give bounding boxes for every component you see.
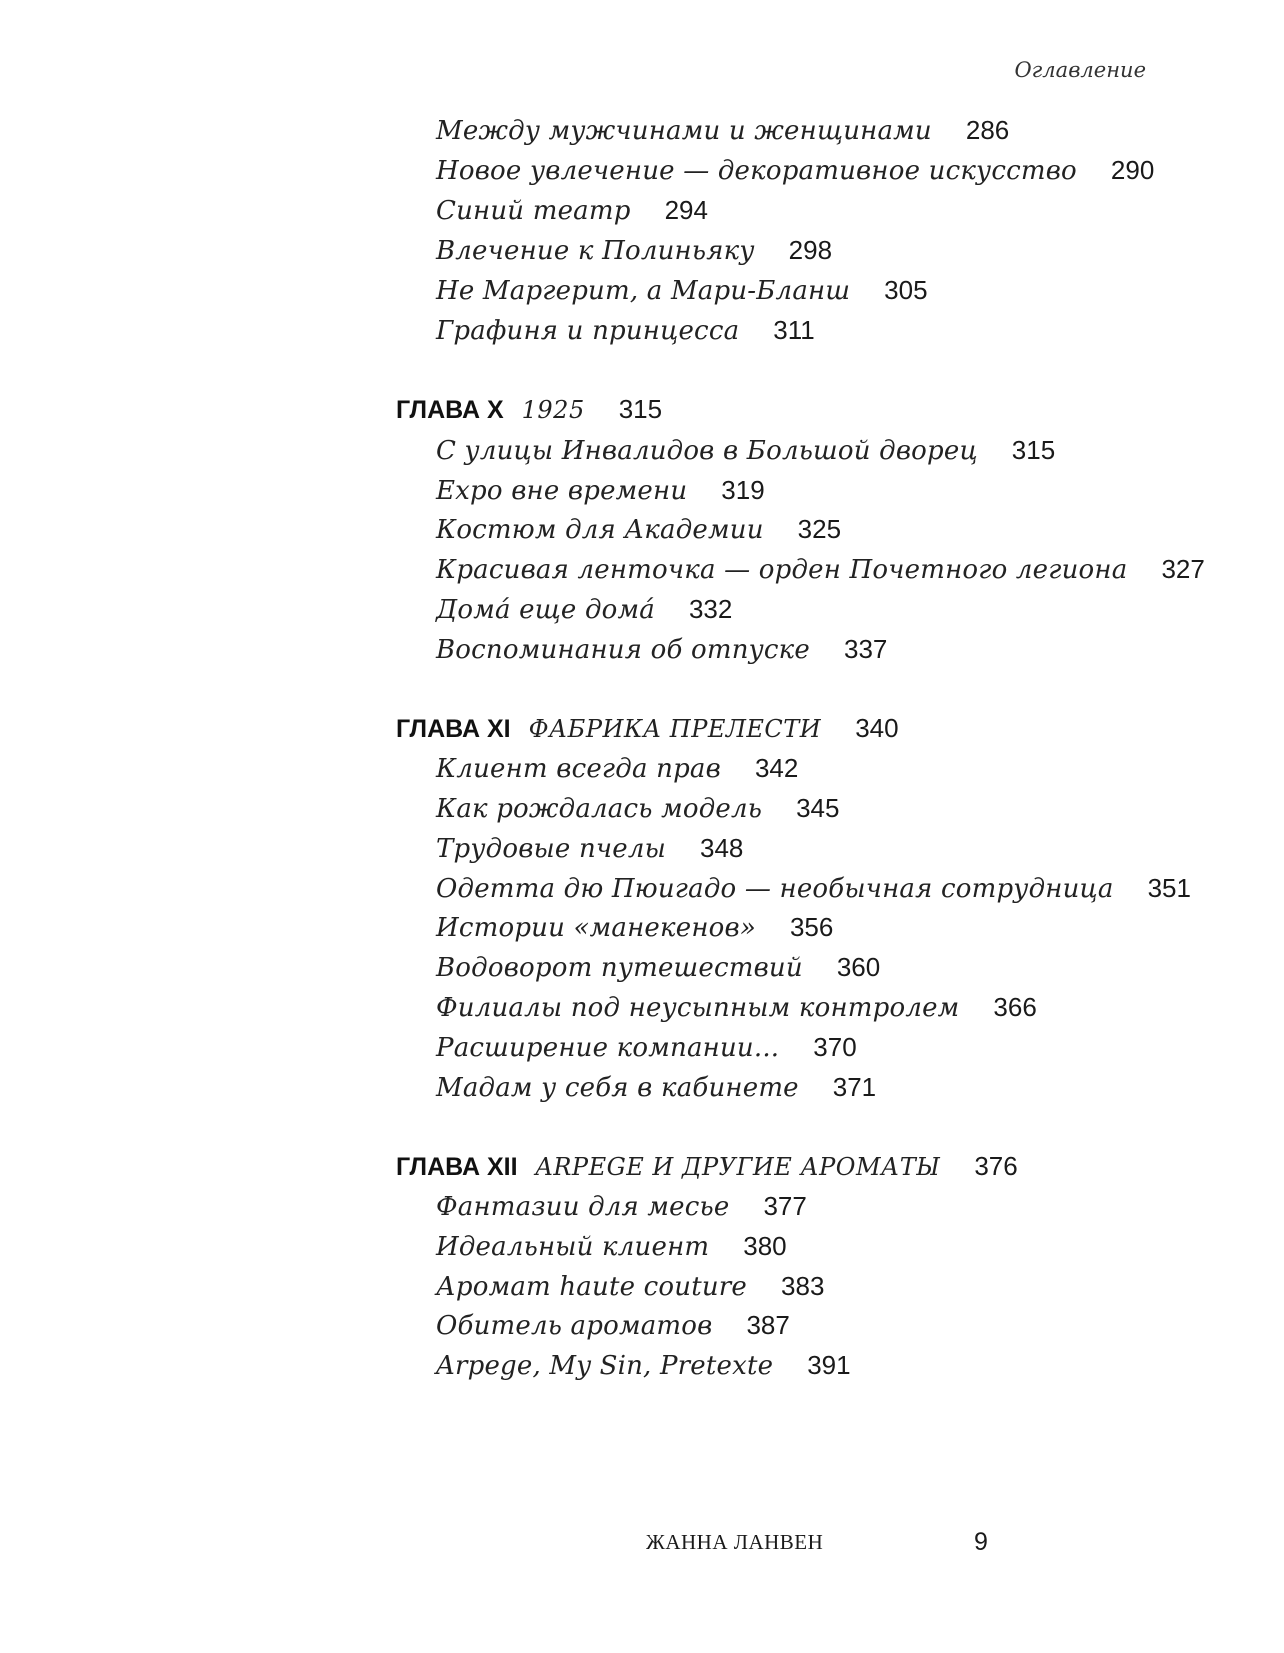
toc-item[interactable] xyxy=(436,277,928,304)
toc-item-page: 377 xyxy=(763,1191,807,1221)
toc-item-title: Как рождалась модель xyxy=(436,794,763,824)
toc-item-page: 290 xyxy=(1110,155,1155,185)
toc-item-title: Водоворот путешествий xyxy=(436,953,803,983)
toc-item-page: 391 xyxy=(807,1350,851,1380)
toc-item-page: 337 xyxy=(844,634,888,664)
toc-item[interactable] xyxy=(436,954,880,981)
toc-item-title: Новое увлечение — декоративное искусство xyxy=(436,156,1077,186)
toc-item-title: Идеальный клиент xyxy=(436,1232,710,1262)
toc-item[interactable] xyxy=(436,1034,857,1061)
toc-item[interactable] xyxy=(436,835,743,862)
toc-item-page: 311 xyxy=(773,315,815,345)
toc-item-title: Arpege, My Sin, Pretexte xyxy=(436,1351,774,1381)
toc-item-title: Филиалы под неусыпным контролем xyxy=(436,993,960,1023)
toc-item-page: 305 xyxy=(884,275,928,305)
toc-item[interactable] xyxy=(436,1193,807,1220)
toc-item-page: 366 xyxy=(993,992,1037,1022)
toc-item-title: Расширение компании... xyxy=(436,1033,780,1063)
toc-item-page: 345 xyxy=(796,793,840,823)
toc-item-title: Обитель ароматов xyxy=(436,1311,713,1341)
toc-item-page: 298 xyxy=(788,235,833,265)
chapter-heading-xi[interactable] xyxy=(396,715,899,742)
toc-item-page: 342 xyxy=(754,753,799,783)
toc-item[interactable] xyxy=(436,477,765,504)
chapter-label: ГЛАВА X xyxy=(396,396,504,424)
toc-item[interactable] xyxy=(436,437,1055,464)
toc-item[interactable] xyxy=(436,596,732,623)
toc-item[interactable] xyxy=(436,237,832,264)
toc-item[interactable] xyxy=(436,755,798,782)
toc-item[interactable] xyxy=(436,556,1205,583)
running-head-title: Оглавление xyxy=(1014,58,1146,82)
toc-item-title: Дома́ еще дома́ xyxy=(436,595,655,625)
toc-item[interactable] xyxy=(436,875,1191,902)
chapter-title: ARPEGE И ДРУГИЕ АРОМАТЫ xyxy=(535,1153,941,1181)
toc-item-page: 360 xyxy=(836,952,881,982)
toc-item[interactable] xyxy=(436,1273,824,1300)
toc-item[interactable] xyxy=(436,795,839,822)
chapter-label: ГЛАВА XI xyxy=(396,715,511,743)
chapter-page: 315 xyxy=(618,394,663,424)
toc-item-page: 371 xyxy=(832,1072,877,1102)
toc-item-title: Влечение к Полиньяку xyxy=(436,236,755,266)
toc-item[interactable] xyxy=(436,1312,790,1339)
toc-item-title: С улицы Инвалидов в Большой дворец xyxy=(436,436,978,466)
toc-item-title: Костюм для Академии xyxy=(436,515,764,545)
toc-item-title: Воспоминания об отпуске xyxy=(436,635,810,665)
chapter-page: 340 xyxy=(855,713,899,743)
chapter-page: 376 xyxy=(974,1151,1018,1181)
toc-item-page: 319 xyxy=(721,475,765,505)
toc-item-title: Аромат haute couture xyxy=(436,1272,748,1302)
toc-item-title: Красивая ленточка — орден Почетного легиона xyxy=(436,555,1128,585)
toc-item-title: Мадам у себя в кабинете xyxy=(436,1073,799,1103)
toc-item[interactable] xyxy=(436,516,841,543)
toc-item-title: Фантазии для месье xyxy=(436,1192,730,1222)
toc-item-title: Синий театр xyxy=(436,196,631,226)
toc-item[interactable] xyxy=(436,636,887,663)
footer-page-number: 9 xyxy=(974,1528,988,1556)
toc-item-title: Не Маргерит, а Мари-Бланш xyxy=(436,276,851,306)
toc-item-title: Истории «манекенов» xyxy=(436,913,756,943)
toc-item[interactable] xyxy=(436,317,815,344)
chapter-title: ФАБРИКА ПРЕЛЕСТИ xyxy=(528,715,822,743)
toc-item-page: 380 xyxy=(743,1231,787,1261)
toc-item-page: 348 xyxy=(700,833,744,863)
toc-item-page: 315 xyxy=(1011,435,1056,465)
toc-item-page: 286 xyxy=(965,115,1010,145)
toc-item-title: Expo вне времени xyxy=(436,476,688,506)
chapter-title: 1925 xyxy=(521,396,585,424)
toc-item-title: Трудовые пчелы xyxy=(436,834,666,864)
toc-item[interactable] xyxy=(436,197,708,224)
toc-item-title: Одетта дю Пюигадо — необычная сотрудница xyxy=(436,874,1114,904)
toc-item-title: Графиня и принцесса xyxy=(436,316,740,346)
toc-item-page: 294 xyxy=(664,195,708,225)
toc-item-page: 327 xyxy=(1161,554,1205,584)
toc-item[interactable] xyxy=(436,914,833,941)
toc-item[interactable] xyxy=(436,117,1009,144)
toc-item[interactable] xyxy=(436,1233,787,1260)
chapter-heading-x[interactable] xyxy=(396,396,662,423)
chapter-label: ГЛАВА XII xyxy=(396,1153,518,1181)
footer-author: ЖАННА ЛАНВЕН xyxy=(646,1530,824,1554)
toc-item[interactable] xyxy=(436,1352,851,1379)
toc-item[interactable] xyxy=(436,157,1154,184)
toc-item-title: Клиент всегда прав xyxy=(436,754,721,784)
chapter-heading-xii[interactable] xyxy=(396,1153,1018,1180)
toc-item[interactable] xyxy=(436,1074,876,1101)
toc-item-page: 332 xyxy=(688,594,733,624)
toc-item-page: 387 xyxy=(746,1310,790,1340)
toc-item-title: Между мужчинами и женщинами xyxy=(436,116,932,146)
toc-item-page: 370 xyxy=(813,1032,857,1062)
toc-item[interactable] xyxy=(436,994,1037,1021)
toc-item-page: 383 xyxy=(781,1271,825,1301)
toc-item-page: 351 xyxy=(1147,873,1191,903)
toc-item-page: 325 xyxy=(797,514,842,544)
toc-item-page: 356 xyxy=(789,912,834,942)
